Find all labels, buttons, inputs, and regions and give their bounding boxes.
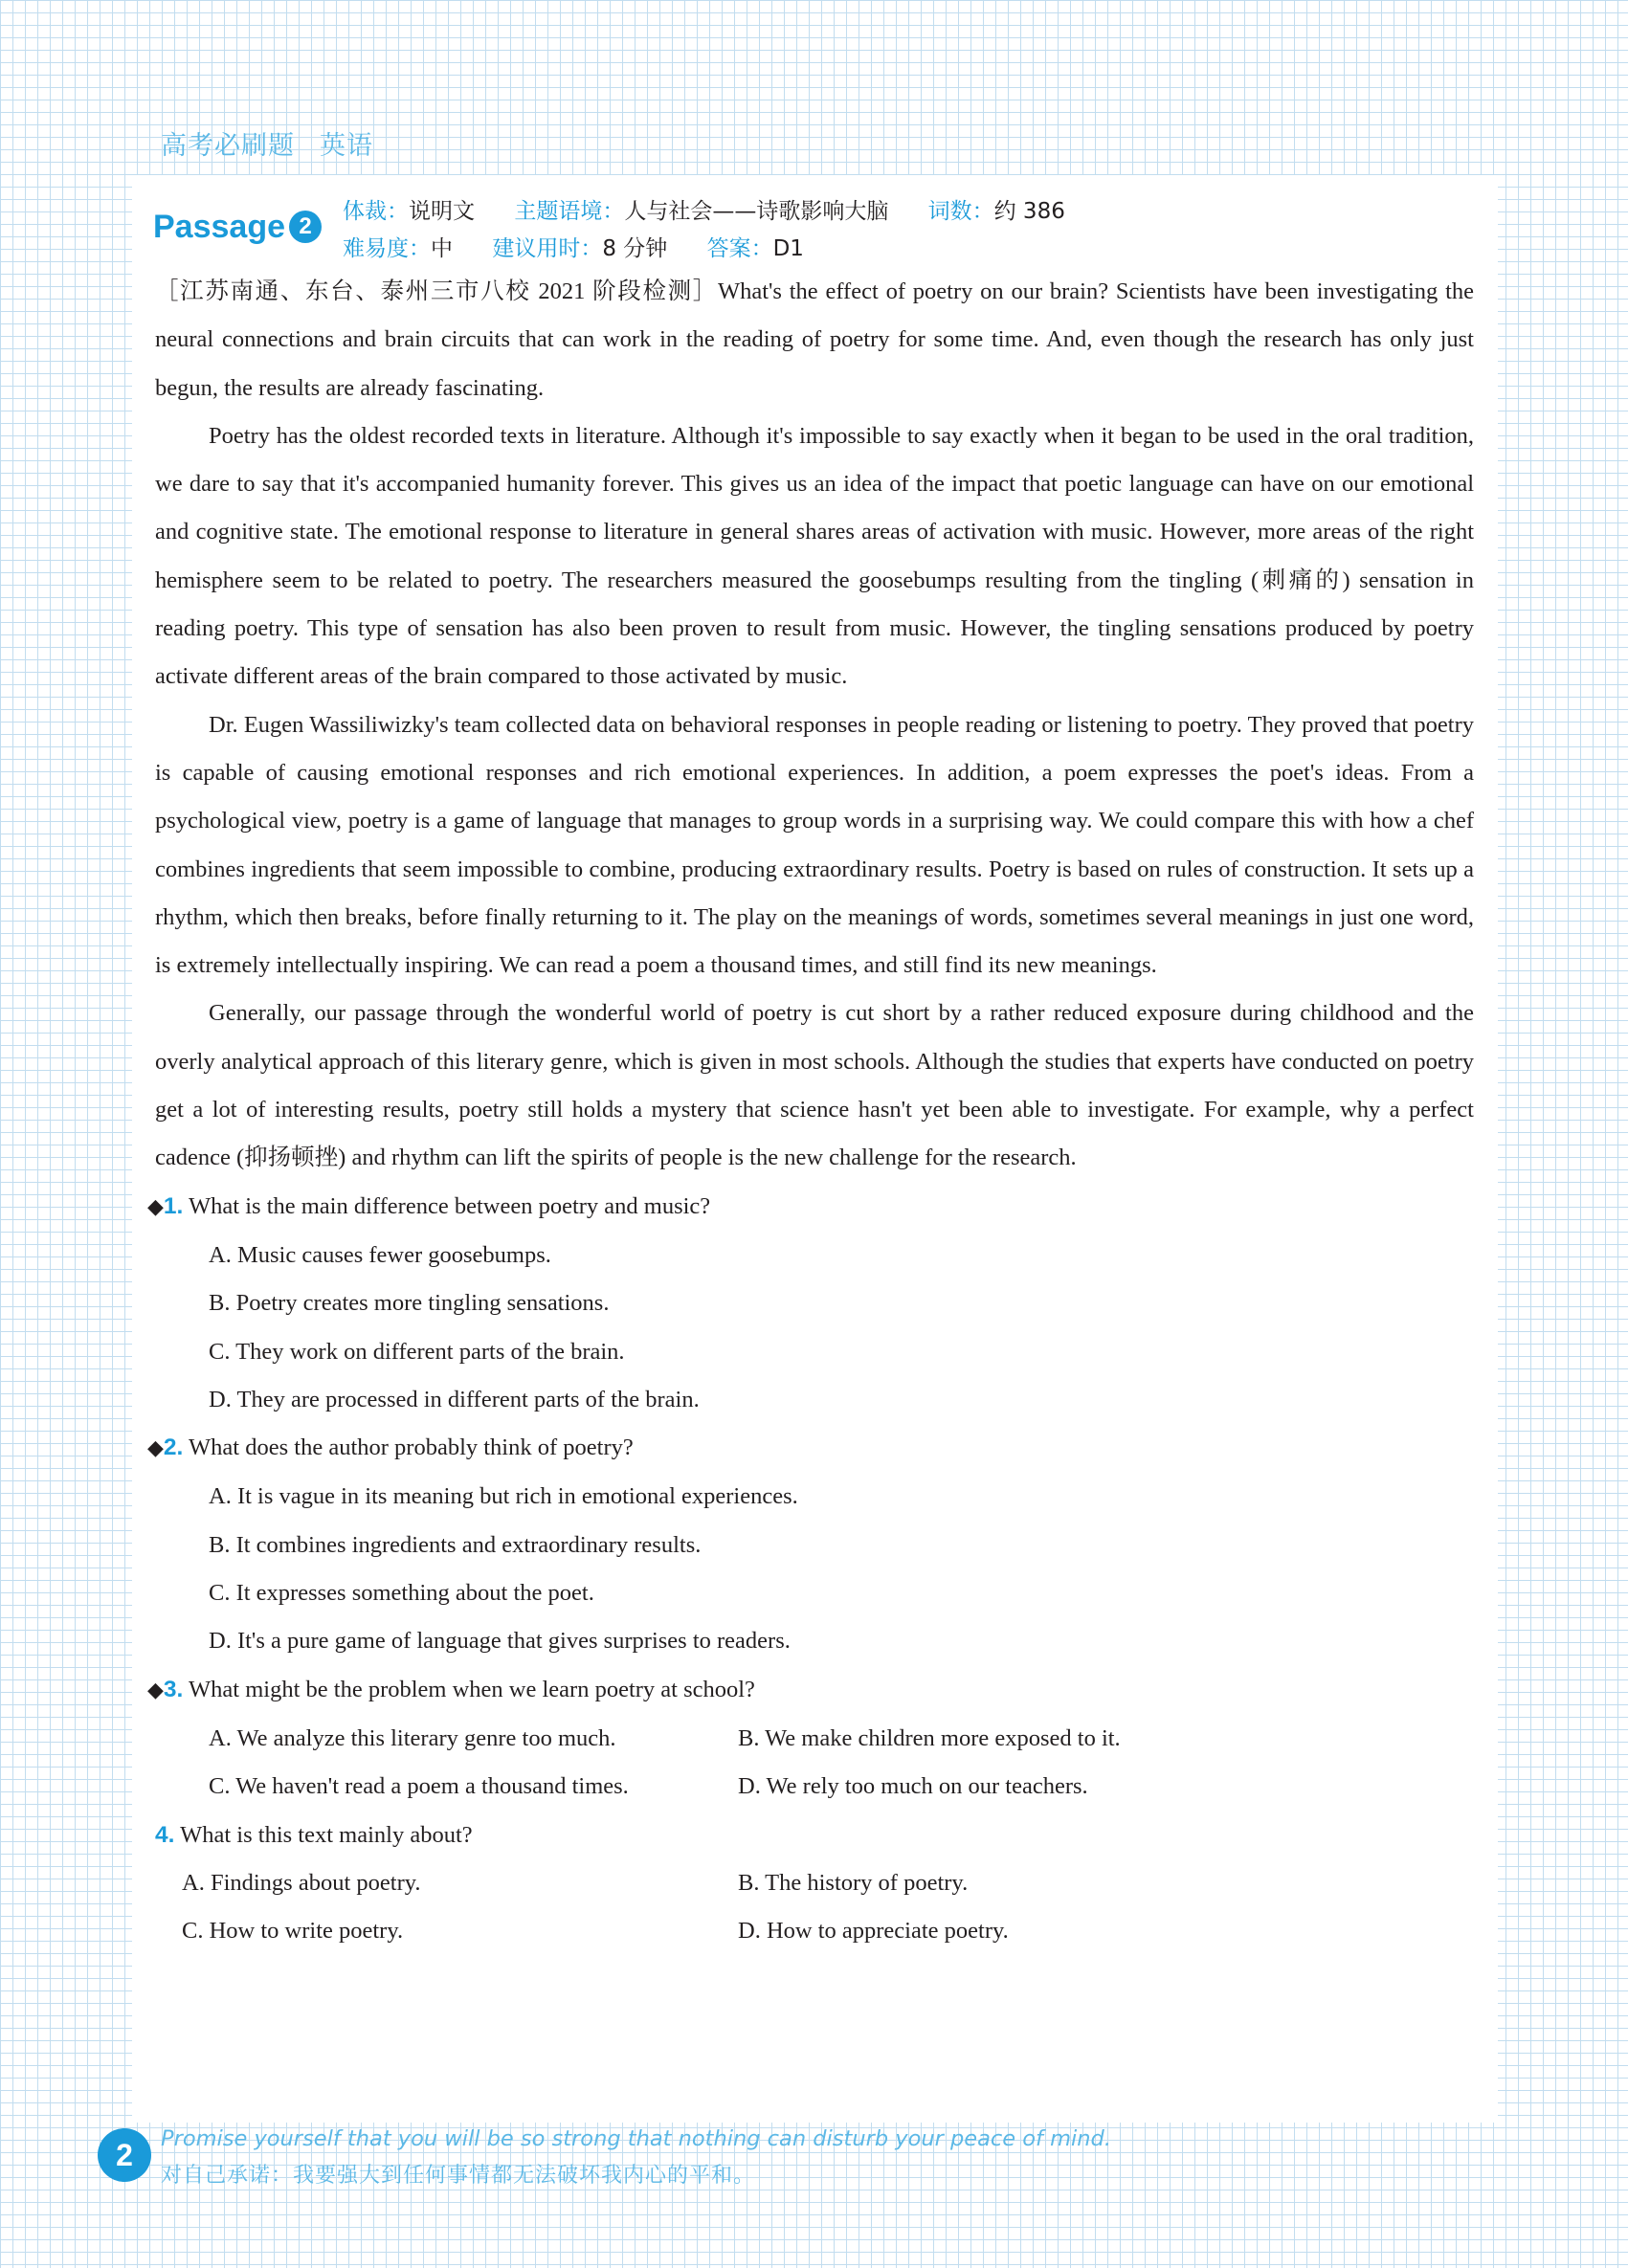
option[interactable]: A. It is vague in its meaning but rich in emotional experiences. [209,1483,798,1510]
question-number: 1. [163,1192,184,1219]
option[interactable]: B. It combines ingredients and extraordinary results. [209,1531,702,1558]
theme-value: 人与社会——诗歌影响大脑 [624,199,889,224]
option[interactable]: D. It's a pure game of language that gives surprises to readers. [209,1628,791,1655]
passage-label: Passage [153,209,285,245]
question-number: 2. [163,1434,184,1461]
option[interactable]: D. How to appreciate poetry. [738,1918,1009,1945]
words-label: 词数： [927,199,994,224]
answer-value: D1 [772,236,804,261]
difficulty-value: 中 [431,236,453,261]
question-number: 3. [163,1676,184,1702]
option[interactable]: B. Poetry creates more tingling sensations. [209,1290,610,1317]
genre-value: 说明文 [409,199,475,224]
time-label: 建议用时： [492,236,603,261]
option-row [155,1907,1474,1955]
option[interactable]: C. How to write poetry. [182,1918,404,1945]
option[interactable]: C. It expresses something about the poet. [209,1580,594,1607]
meta-row-2 [343,231,804,262]
words-value: 约 386 [993,199,1065,224]
diamond-icon: ◆ [147,1194,164,1219]
option[interactable]: A. Music causes fewer goosebumps. [209,1241,551,1268]
option-row [155,1763,1474,1811]
question-1 [147,1183,1474,1232]
passage-number-badge: 2 [289,211,322,243]
running-header [161,124,373,162]
footer-quote-english: Promise yourself that you will be so strong that nothing can disturb your peace of mind. [161,2126,1111,2151]
theme-label: 主题语境： [514,199,625,224]
question-text: What does the author probably think of poetry? [189,1434,634,1461]
time-value: 8 分钟 [602,236,668,261]
option[interactable]: A. We analyze this literary genre too much. [209,1724,616,1751]
diamond-icon: ◆ [147,1678,164,1702]
difficulty-label: 难易度： [343,236,431,261]
question-4 [155,1812,1474,1859]
question-number: 4. [155,1821,175,1848]
passage-heading [153,209,322,246]
option-row [155,1859,1474,1907]
book-title: 高考必刷题 [161,131,295,161]
meta-row-1 [343,193,1065,225]
diamond-icon: ◆ [147,1436,164,1461]
option-row [155,1715,1474,1763]
option[interactable]: B. The history of poetry. [738,1869,969,1896]
genre-label: 体裁： [343,199,409,224]
answer-label: 答案： [706,236,773,261]
question-text: What is the main difference between poetry and music? [189,1192,711,1219]
paragraph-4: Generally, our passage through the wonderful world of poetry is cut short by a rather reduced exposure during childhood and the overly analytical approach of this literary genre, which is given in most schools. Although the studies that experts have conducted on poetry get a lot of interesting results, poetry still holds a mystery that science hasn't yet been able to investigate. For example, why a perfect cadence (抑扬顿挫) and rhythm can lift the spirits of people is the new challenge for the research. [155,1000,1474,1171]
question-text: What is this text mainly about? [180,1821,473,1848]
question-3 [147,1666,1474,1715]
option[interactable]: D. They are processed in different parts of the brain. [209,1386,700,1412]
option[interactable]: C. We haven't read a poem a thousand times. [209,1773,629,1800]
subject-title: 英语 [320,131,373,161]
option[interactable]: D. We rely too much on our teachers. [738,1773,1088,1800]
paragraph-1: ［江苏南通、东台、泰州三市八校 2021 阶段检测］What's the effect of poetry on our brain? Scientists have been investigating the neural connections and brain circuits that can work in the reading of poetry for some time. And, even though the research has only just begun, the results are already fascinating. [155,278,1474,401]
option[interactable]: A. Findings about poetry. [182,1869,421,1896]
paragraph-2: Poetry has the oldest recorded texts in literature. Although it's impossible to say exactly when it began to be used in the oral tradition, we dare to say that it's accompanied humanity forever. This gives us an idea of the impact that poetic language can have on our emotional and cognitive state. The emotional response to literature in general shares areas of activation with music. However, more areas of the right hemisphere seem to be related to poetry. The researchers measured the goosebumps resulting from the tingling (刺痛的) sensation in reading poetry. This type of sensation has also been proven to result from music. However, the tingling sensations produced by poetry activate different areas of the brain compared to those activated by music. [155,422,1474,690]
question-text: What might be the problem when we learn poetry at school? [189,1676,755,1702]
passage-body [147,268,1474,1955]
paragraph-3: Dr. Eugen Wassiliwizky's team collected data on behavioral responses in people reading or listening to poetry. They proved that poetry is capable of causing emotional responses and rich emotional experiences. In addition, a poem expresses the poet's ideas. From a psychological view, poetry is a game of language that manages to group words in a surprising way. We could compare this with how a chef combines ingredients that seem impossible to combine, producing extraordinary results. Poetry is based on rules of construction. It sets up a rhythm, which then breaks, before finally returning to it. The play on the meanings of words, sometimes several meanings in just one word, is extremely intellectually inspiring. We can read a poem a thousand times, and still find its new meanings. [155,711,1474,979]
question-2 [147,1424,1474,1473]
option[interactable]: C. They work on different parts of the brain. [209,1338,625,1365]
page-number-badge: 2 [98,2128,151,2182]
option[interactable]: B. We make children more exposed to it. [738,1724,1121,1751]
footer-quote-chinese: 对自己承诺：我要强大到任何事情都无法破坏我内心的平和。 [161,2164,756,2188]
